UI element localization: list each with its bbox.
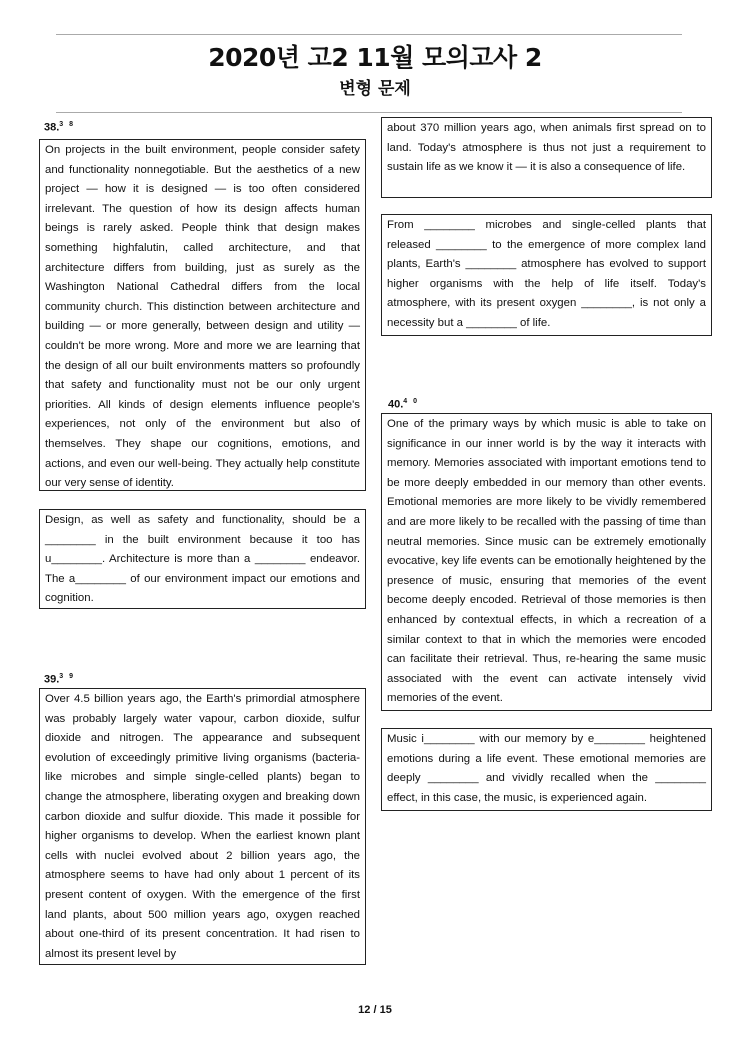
question-40-number xyxy=(388,398,419,411)
question-superscript: 3 9 xyxy=(59,673,76,680)
question-number: 38. xyxy=(44,121,60,134)
header-rule xyxy=(56,112,682,113)
question-number: 40. xyxy=(388,398,404,411)
question-38-summary: Design, as well as safety and functionality, should be a ________ in the built environment because it too has u________. Architecture is more than a ________ endeavor. The a________ of our environment impact our emotions and cognition. xyxy=(39,509,366,609)
top-rule xyxy=(56,34,682,35)
page-title: 2020년 고2 11월 모의고사 2 xyxy=(208,43,542,72)
question-40-passage: One of the primary ways by which music is able to take on significance in our inner world is by the way it interacts with memory. Memories associated with important emotions tend to be more deeply embedded in our memory than other events. Emotional memories are more likely to be vividly remembered and are more likely to be recalled with the passing of time than neutral memories. Since music can be extremely emotionally evocative, key life events can be emotionally heightened by the presence of music, ensuring that memories of the event become deeply encoded. Retrieval of those memories is then enhanced by contextual effects, in which a recreation of a similar context to that in which the memories were encoded can facilitate their retrieval. Thus, re-hearing the same music associated with the event can activate intensely vivid memories of the event. xyxy=(381,413,712,711)
question-superscript: 3 8 xyxy=(59,121,76,128)
question-39-number xyxy=(44,673,75,686)
question-39-summary: From ________ microbes and single-celled plants that released ________ to the emergence of more complex land plants, Earth's ________ atmosphere has evolved to support higher organisms with the help of life itself. Today's atmosphere, with its present oxygen ________, is not only a necessity but a ________ of life. xyxy=(381,214,712,336)
question-number: 39. xyxy=(44,673,60,686)
question-38-passage: On projects in the built environment, people consider safety and functionality nonnegotiable. But the aesthetics of a new project — how it is designed — is too often considered irrelevant. The question of how its design affects human beings is rarely asked. People think that design makes something highfalutin, called architecture, and that architecture differs from building, just as surely as the Washington National Cathedral differs from the local community church. This distinction between architecture and building — or more generally, between design and utility — couldn't be more wrong. More and more we are learning that the design of all our built environments matters so profoundly that safety and functionality must not be our only urgent priorities. All kinds of design elements influence people's experiences, not only of the environment but also of themselves. They shape our cognitions, emotions, and actions, and even our well-being. They actually help constitute our very sense of identity. xyxy=(39,139,366,491)
page-number: 12 / 15 xyxy=(358,1004,392,1016)
question-39-passage-part1: Over 4.5 billion years ago, the Earth's primordial atmosphere was probably largely water vapour, carbon dioxide, sulfur dioxide and nitrogen. The appearance and subsequent evolution of exceedingly primitive living organisms (bacteria-like microbes and simple single-celled plants) began to change the atmosphere, liberating oxygen and breaking down carbon dioxide and sulfur dioxide. This made it possible for higher organisms to develop. When the earliest known plant cells with nuclei evolved about 2 billion years ago, the atmosphere seems to have had only about 1 percent of its present content of oxygen. With the emergence of the first land plants, about 500 million years ago, oxygen reached about one-third of its present concentration. It had risen to almost its present level by xyxy=(39,688,366,965)
question-superscript: 4 0 xyxy=(403,398,420,405)
question-40-summary: Music i________ with our memory by e________ heightened emotions during a life event. These emotional memories are deeply ________ and vividly recalled when the ________ effect, in this case, the music, is experienced again. xyxy=(381,728,712,811)
question-38-number xyxy=(44,121,75,134)
question-39-passage-part2: about 370 million years ago, when animals first spread on to land. Today's atmosphere is thus not just a requirement to sustain life as we know it — it is also a consequence of life. xyxy=(381,117,712,198)
page-subtitle: 변형 문제 xyxy=(339,79,411,99)
